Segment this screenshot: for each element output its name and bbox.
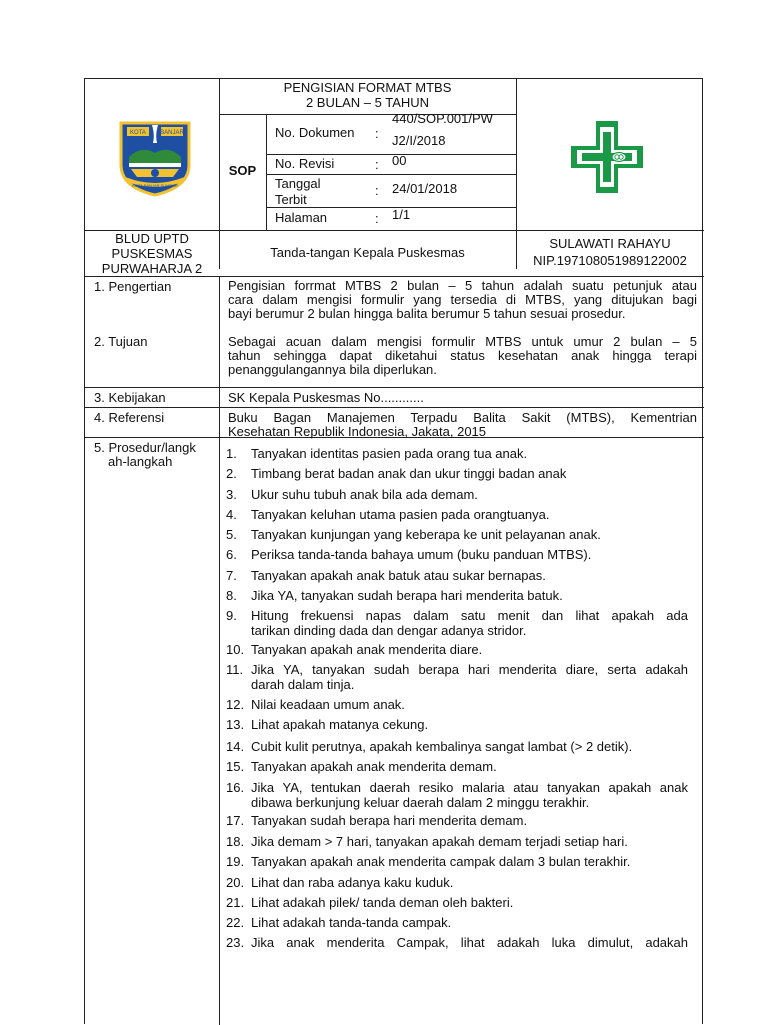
- sop-document: [84, 78, 703, 1024]
- step-number: 12.: [226, 697, 245, 712]
- step-number: 3.: [226, 487, 237, 502]
- sop-label: SOP: [228, 163, 257, 178]
- kota-banjar-seal-icon: [115, 117, 195, 197]
- step-text: Cubit kulit perutnya, apakah kembalinya sangat lambat (> 2 detik).: [251, 739, 633, 754]
- puskesmas-cross-icon: [569, 119, 645, 195]
- step-number: 21.: [226, 895, 245, 910]
- section-text-line: Pengisian forrmat MTBS 2 bulan – 5 tahun adalah suatu petunjuk atau: [228, 278, 697, 293]
- list-item: [226, 915, 688, 930]
- step-text: darah dalam tinja.: [251, 677, 355, 692]
- step-number: 2.: [226, 466, 237, 481]
- step-text: Tanyakan keluhan utama pasien pada orangtuanya.: [251, 507, 550, 522]
- list-item: [226, 507, 688, 522]
- step-number: 20.: [226, 875, 245, 890]
- list-item: [226, 780, 688, 810]
- field-label-no-revisi: No. Revisi: [275, 156, 335, 171]
- divider: [266, 174, 516, 175]
- list-item: [226, 717, 688, 732]
- list-item: [226, 446, 688, 461]
- field-value-no-dokumen-line2: J2/I/2018: [392, 133, 446, 148]
- step-text: Jika demam > 7 hari, tanyakan apakah demam terjadi setiap hari.: [251, 834, 628, 849]
- step-text: Periksa tanda-tanda bahaya umum (buku panduan MTBS).: [251, 547, 592, 562]
- step-number: 18.: [226, 834, 245, 849]
- step-text: Tanyakan apakah anak menderita diare.: [251, 642, 483, 657]
- step-text: Tanyakan apakah anak menderita campak dalam 3 bulan terakhir.: [251, 854, 631, 869]
- step-text: Jika YA, tanyakan sudah berapa hari menderita diare, serta adakah: [251, 662, 688, 677]
- field-label-tanggal-line2: Terbit: [275, 192, 307, 207]
- step-text: Jika anak menderita Campak, lihat adakah luka dimulut, adakah: [251, 935, 688, 950]
- seal-text-bottom: KOTA BANJAR SUMBAR: [132, 183, 178, 188]
- list-item: [226, 813, 688, 828]
- divider: [85, 387, 704, 388]
- step-number: 13.: [226, 717, 245, 732]
- signer-nip: NIP.197108051989122002: [533, 253, 687, 268]
- signer-name: SULAWATI RAHAYU: [549, 236, 671, 251]
- field-value-halaman: 1/1: [392, 207, 411, 222]
- field-colon: :: [375, 157, 379, 172]
- step-number: 8.: [226, 588, 237, 603]
- list-item: [226, 759, 688, 774]
- section-text-line: cara dalam mengisi formulir yang tersedia di MTBS, yang ditujukan bagi: [228, 292, 697, 307]
- field-colon: :: [375, 183, 379, 198]
- step-text: Lihat dan raba adanya kaku kuduk.: [251, 875, 454, 890]
- section-label-tujuan: 2. Tujuan: [94, 334, 148, 349]
- org-name-line1: BLUD UPTD: [115, 231, 189, 246]
- field-label-halaman: Halaman: [275, 210, 328, 225]
- step-number: 15.: [226, 759, 245, 774]
- document-title-line1: PENGISIAN FORMAT MTBS: [283, 80, 452, 95]
- list-item: [226, 662, 688, 692]
- section-label-kebijakan: 3. Kebijakan: [94, 390, 166, 405]
- step-number: 7.: [226, 568, 237, 583]
- list-item: [226, 588, 688, 603]
- list-item: [226, 487, 688, 502]
- step-text: Jika YA, tentukan daerah resiko malaria atau tanyakan apakah anak: [251, 780, 688, 795]
- field-value-no-revisi: 00: [392, 153, 407, 168]
- step-number: 17.: [226, 813, 245, 828]
- list-item: [226, 739, 688, 754]
- divider: [219, 276, 220, 1025]
- step-number: 14.: [226, 739, 245, 754]
- step-text: Jika YA, tanyakan sudah berapa hari menderita batuk.: [251, 588, 563, 603]
- org-name-line3: PURWAHARJA 2: [101, 261, 203, 276]
- step-number: 10.: [226, 642, 245, 657]
- field-value-no-dokumen-line1: 440/SOP.001/PW: [392, 111, 493, 126]
- section-label-pengertian: 1. Pengertian: [94, 279, 172, 294]
- step-text: Tanyakan apakah anak menderita demam.: [251, 759, 497, 774]
- step-number: 11.: [226, 662, 244, 677]
- section-text-line: Kesehatan Republik Indonesia, Jakata, 2015: [228, 424, 487, 439]
- step-text: Tanyakan kunjungan yang keberapa ke unit pelayanan anak.: [251, 527, 601, 542]
- step-number: 22.: [226, 915, 245, 930]
- field-label-no-dokumen: No. Dokumen: [275, 125, 355, 140]
- step-text: Nilai keadaan umum anak.: [251, 697, 405, 712]
- field-colon: :: [375, 211, 379, 226]
- step-text: Hitung frekuensi napas dalam satu menit dan lihat apakah ada: [251, 608, 688, 623]
- list-item: [226, 854, 688, 869]
- step-text: Timbang berat badan anak dan ukur tinggi badan anak: [251, 466, 567, 481]
- section-text-line: Buku Bagan Manajemen Terpadu Balita Sakit (MTBS), Kementrian: [228, 410, 697, 425]
- list-item: [226, 935, 688, 950]
- step-text: Lihat adakah pilek/ tanda deman oleh bakteri.: [251, 895, 514, 910]
- section-text-line: SK Kepala Puskesmas No............: [228, 390, 424, 405]
- list-item: [226, 568, 688, 583]
- step-number: 16.: [226, 780, 245, 795]
- step-number: 1.: [226, 446, 237, 461]
- step-text: tarikan dinding dada dan dengar adanya stridor.: [251, 623, 527, 638]
- divider: [266, 114, 267, 230]
- section-label-prosedur-line1: 5. Prosedur/langk: [94, 440, 196, 455]
- field-value-tanggal-terbit: 24/01/2018: [392, 181, 458, 196]
- list-item: [226, 875, 688, 890]
- list-item: [226, 466, 688, 481]
- seal-text-kota: KOTA: [130, 130, 146, 136]
- section-text-line: tahun sehingga dapat diketahui status kesehatan anak hingga terapi: [228, 348, 697, 363]
- field-colon: :: [375, 126, 379, 141]
- list-item: [226, 527, 688, 542]
- divider: [266, 207, 516, 208]
- divider: [85, 407, 704, 408]
- step-text: Tanyakan identitas pasien pada orang tua anak.: [251, 446, 528, 461]
- org-name-line2: PUSKESMAS: [111, 246, 193, 261]
- step-number: 4.: [226, 507, 237, 522]
- step-text: Lihat adakah tanda-tanda campak.: [251, 915, 452, 930]
- list-item: [226, 547, 688, 562]
- list-item: [226, 697, 688, 712]
- step-number: 19.: [226, 854, 245, 869]
- document-title-line2: 2 BULAN – 5 TAHUN: [305, 95, 430, 110]
- step-text: dibawa berkunjung keluar daerah dalam 2 minggu terakhir.: [251, 795, 590, 810]
- list-item: [226, 895, 688, 910]
- signature-caption: Tanda-tangan Kepala Puskesmas: [270, 245, 465, 260]
- section-text-line: penanggulangannya bila diperlukan.: [228, 362, 437, 377]
- divider: [266, 154, 516, 155]
- section-label-prosedur-line2: ah-langkah: [108, 454, 173, 469]
- divider: [85, 276, 704, 277]
- list-item: [226, 608, 688, 638]
- section-label-referensi: 4. Referensi: [94, 410, 165, 425]
- step-text: Ukur suhu tubuh anak bila ada demam.: [251, 487, 478, 502]
- step-text: Tanyakan sudah berapa hari menderita demam.: [251, 813, 528, 828]
- seal-text-banjar: BANJAR: [160, 130, 184, 136]
- step-number: 6.: [226, 547, 237, 562]
- section-text-line: Sebagai acuan dalam mengisi formulir MTBS untuk umur 2 bulan – 5: [228, 334, 697, 349]
- step-text: Tanyakan apakah anak batuk atau sukar bernapas.: [251, 568, 546, 583]
- step-number: 9.: [226, 608, 237, 623]
- list-item: [226, 642, 688, 657]
- step-number: 5.: [226, 527, 237, 542]
- list-item: [226, 834, 688, 849]
- section-text-line: bayi berumur 2 bulan hingga balita berumur 5 tahun sesuai prosedur.: [228, 306, 626, 321]
- field-label-tanggal-line1: Tanggal: [275, 176, 321, 191]
- step-number: 23.: [226, 935, 245, 950]
- step-text: Lihat apakah matanya cekung.: [251, 717, 429, 732]
